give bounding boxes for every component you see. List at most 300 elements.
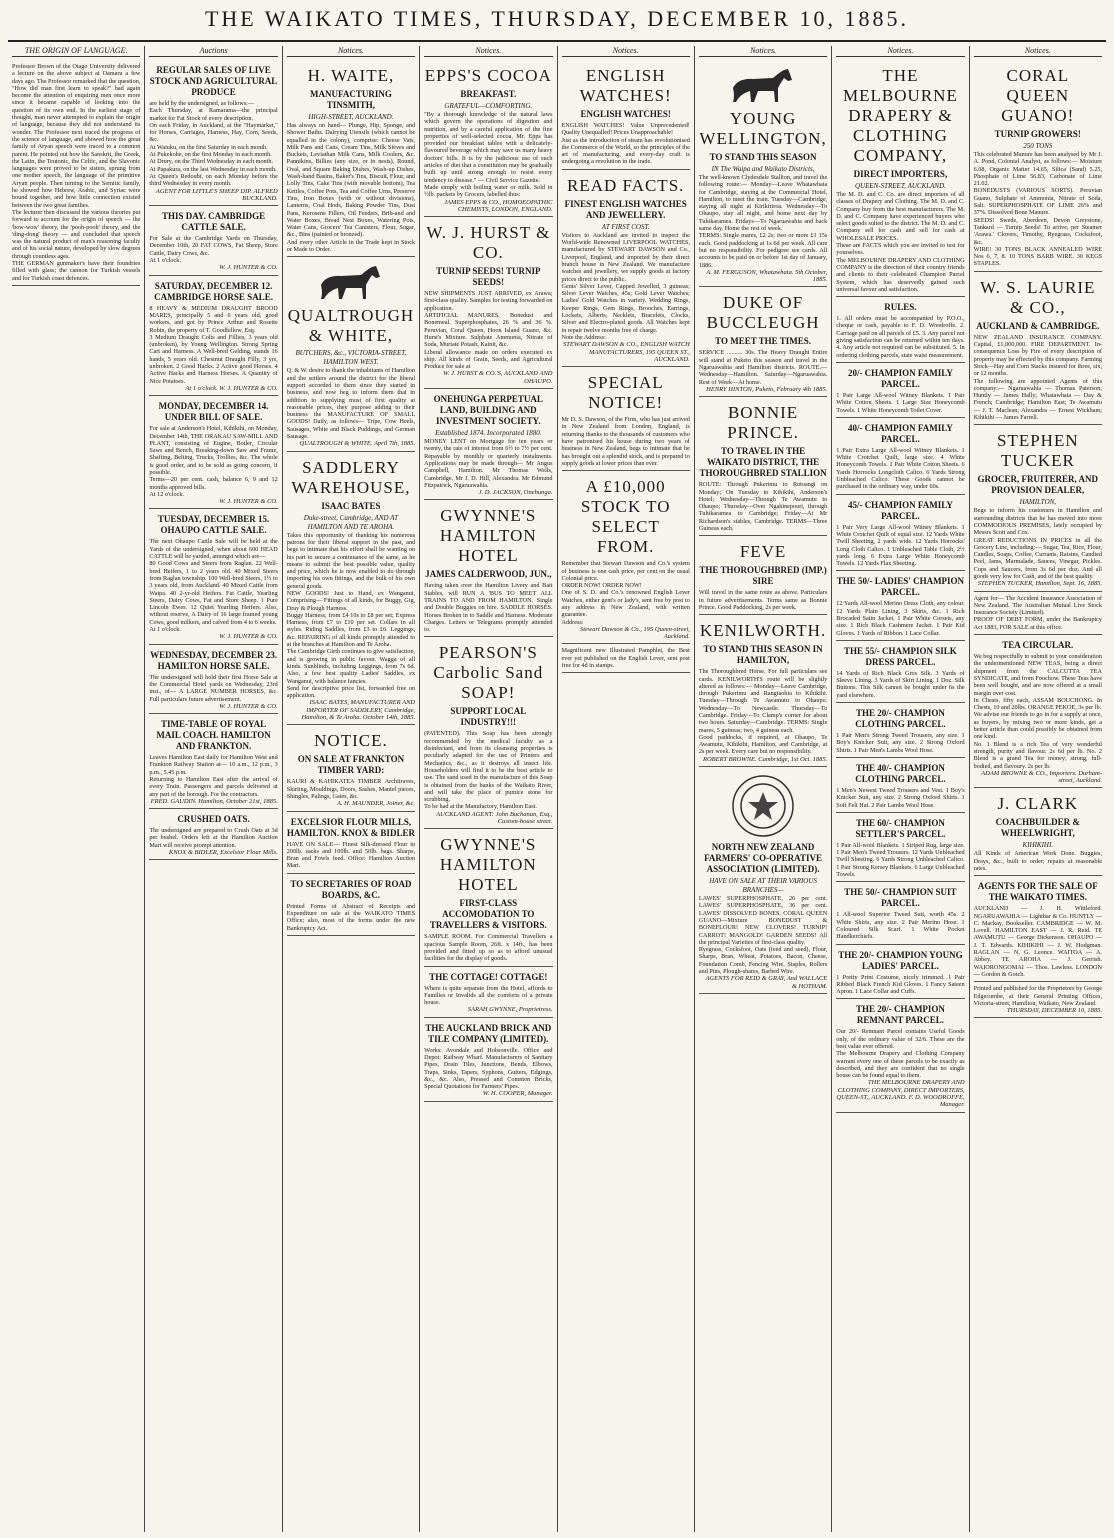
ad-headline: W. S. LAURIE & CO., — [980, 277, 1096, 317]
ad-subheading: BUTCHERS, &c., VICTORIA-STREET, HAMILTON WEST. — [295, 349, 407, 367]
column-heading: Notices. — [287, 46, 415, 57]
ad-body — [287, 778, 415, 800]
advertisement — [836, 758, 964, 813]
ad-paragraph: Liberal allowance made on orders executed ex ship. All kinds of Grain, Seeds, and Agricultural Produce for sale at — [424, 348, 553, 371]
ad-paragraph: Ryegrass, Cocksfoot, Oats (feed and seed), Flour, Sharps, Bran, Wheat, Potatoes, Bacon, Cheese, Foundation Comb, Fencing Wire, Staples, Rollers and Pins, Plough-shares, Barbed Wire. — [698, 946, 828, 976]
ad-subheading: HIGH-STREET, AUCKLAND. — [308, 113, 394, 121]
advertisement — [424, 60, 552, 217]
ad-signature: A. H. MAUNDER, Joiner, &c. — [336, 800, 416, 808]
ad-headline: BONNIE PRINCE. — [727, 403, 799, 443]
ad-body — [974, 507, 1102, 580]
advertisement — [836, 571, 964, 640]
ad-title: FIRST-CLASS ACCOMODATION TO TRAVELLERS & VISITORS. — [429, 898, 547, 931]
ad-body — [287, 841, 415, 870]
ad-signature: JAMES EPPS & CO., HOMOEOPATHIC CHEMISTS, LONDON, ENGLAND. — [444, 198, 553, 213]
ad-paragraph: Mr D. S. Dawson, of the Firm, who has just arrived in New Zealand from London, England, is returning thanks to the thousands of customers who have patronised his house during two years of business in New Zealand, begs to intimate that he has brought out a splendid stock, and is prepared to supply goods at lower prices than ever. — [561, 416, 690, 467]
ad-paragraph: To be had at the Manufactory, Hamilton East. — [424, 803, 537, 811]
advertisement — [699, 536, 827, 615]
ad-paragraph: ARTIFICIAL MANURES. Bonedust and Bonemeal. Superphosphates, 26 % and 36 %. Peruvian, Coral Queen, Hoon Island Guano, &c. Hurst's Mixture. Sulphate Ammonia, Nitrate of Soda, Muriate Potash, Kainit, &c. — [424, 312, 553, 349]
ad-signature: AGENTS FOR REID & GRAY, And WALLACE & HOTHAM. — [705, 975, 828, 990]
ad-signature: W. J. HUNTER & CO. — [219, 633, 278, 641]
ad-headline: DUKE OF BUCCLEUGH — [706, 293, 820, 333]
ad-signature: AUCKLAND AGENT: John Buchanan, Esq., Custom-house street. — [436, 810, 553, 826]
ad-paragraph: At 1 o'clock. — [149, 626, 181, 634]
advertisement — [149, 60, 277, 206]
advertisement — [149, 645, 277, 714]
ad-paragraph: The Cambridge Girth continues to give satisfaction, and is growing in public favour. Wagga of all kinds. Sunblinds, including Leggings, from 7s 6d. Also, a few best quality Ladies' Saddles, ex Wanganui, with balance fancies. — [286, 648, 416, 685]
ad-signature: AGENT FOR LITTLE'S SHEEP DIP. ALFRED BUCKLAND. — [155, 187, 278, 202]
ad-title: GROCER, FRUITERER, AND PROVISION DEALER, — [977, 474, 1099, 496]
ad-paragraph: ENGLISH WATCHES! Value Unprecedented! Quality Unequalled! Prices Unapproachable! — [561, 122, 690, 137]
advertisement — [424, 1018, 552, 1102]
advertisement — [562, 367, 690, 471]
ad-paragraph: Good paddocks, if required, at Ohaupo, Te Awamutu, Kihikihi, Hamilton, and Cambridge, at 2s per week. Every care but no responsibility. — [698, 733, 828, 756]
ad-body — [562, 560, 690, 626]
ad-paragraph: Printed and published for the Proprietors by George Edgecumbe, at their General Printing Offices, Victoria-street, Hamilton, Waikato, New Zealand. — [973, 985, 1102, 1007]
columns-container — [8, 46, 1106, 1532]
ad-body — [836, 191, 964, 293]
column-7 — [832, 46, 969, 1532]
ad-title: EXCELSIOR FLOUR MILLS, HAMILTON. KNOX & BIDLER — [286, 816, 415, 838]
advertisement — [974, 982, 1102, 1018]
column-3 — [283, 46, 420, 1532]
ad-body — [974, 905, 1102, 978]
ad-body — [424, 290, 552, 370]
ad-title: AGENTS FOR THE SALE OF THE WAIKATO TIMES. — [977, 881, 1098, 903]
ad-paragraph: The well-known Clydesdale Stallion, and travel the following route:— Monday—Leave Whatawhata for Cambridge, staying at the Commercial Hotel, Hamilton, to meet the train. Tuesday—Cambridge, staying all night at Kirikiriroa. Wednesday—To Ohaupo, stay all night, and home next day by Tuhikaramea. Fridays—To Ngaruawahia and back same day. Home the rest of week. — [698, 174, 828, 233]
advertisement — [287, 60, 415, 257]
advertisement — [836, 418, 964, 495]
ad-headline: W. J. HURST & CO. — [426, 223, 551, 263]
column-heading: Notices. — [562, 46, 690, 57]
ad-paragraph: Our 20/- Remnant Parcel contains Useful Goods only, of the ordinary value of 32/6. These are the best value ever offered. — [836, 1028, 965, 1050]
ad-title: TEA CIRCULAR. — [1002, 640, 1074, 651]
ad-title: TO STAND THIS SEASON — [709, 152, 817, 162]
ad-headline: FEVE — [739, 542, 787, 562]
ad-paragraph: 1 All-wool Superior Tweed Suit, worth 45s. 2 White Shirts, any size. 2 Pair Merino Hose. 1 Coloured Silk Scarf. 1 White Pocket Handkerchiefs. — [836, 911, 965, 941]
column-heading: Auctions — [149, 46, 277, 57]
advertisement — [149, 206, 277, 275]
ad-headline: QUALTROUGH & WHITE, — [287, 306, 415, 346]
ad-signature: STEWART DAWSON & CO., ENGLISH WATCH MANUFACTURERS, 195 QUEEN ST., AUCKLAND. — [563, 341, 690, 363]
ad-paragraph: One of S. D. and Co.'s renowned English Lever Watches, either gent's or lady's, sent free by post to any address in New Zealand, with written guarantee. — [561, 589, 690, 619]
ad-headline: THE MELBOURNE DRAPERY & CLOTHING COMPANY, — [843, 66, 958, 165]
ad-subheading: HAVE ON SALE AT THEIR VARIOUS BRANCHES— — [709, 877, 817, 895]
ad-signature: KNOX & BIDLER, Excelsior Flour Mills. — [168, 849, 278, 857]
advertisement — [974, 272, 1102, 426]
masthead: THE WAIKATO TIMES, THURSDAY, DECEMBER 10, 1885. — [8, 6, 1106, 42]
column-8 — [970, 46, 1106, 1532]
ad-title: BREAKFAST. — [460, 89, 517, 99]
ad-paragraph: The Thoroughbred Horse. For full particulars see cards. KENILWORTH'S route will be slightly altered as follows:— Monday—Leave Cambridge, through Pukerimu and Rangiaohia to Kihikihi. Tuesday—Through Te Awamutu to Ohaupo. Wednesday—To Newcastle. Thursday—To Cambridge. Friday—To Clamp's corner for about two hours. Saturday—Cambridge. TERMS: Single mares, 5 guineas; two, 4 guineas each. — [698, 668, 828, 734]
ad-headline: SPECIAL NOTICE! — [587, 373, 664, 413]
ad-signature: ADAM BROWNE & CO., Importers. Durham-street, Auckland. — [981, 769, 1102, 785]
ad-paragraph: Where is quite separate from the Hotel, affords to Families or Invalids all the comforts of a private house. — [424, 984, 553, 1007]
ad-paragraph: 3 Medium Draught Colts and Fillies, 3 years old (unbroken), by Young Wellington. Strong Spring Cart and Harness. A Well-bred Gelding, stands 16 hands, 5 years old. Chestnut Draught Filly, 3 yrs, unbroken. 2 Good Hacks. 2 Active good Horses. 4 Active Hacks and Harness Horses. A Quantity of Nice Potatoes. — [149, 333, 278, 385]
ad-body — [974, 334, 1102, 422]
ad-body — [699, 589, 827, 611]
ad-title: DIRECT IMPORTERS, — [853, 169, 948, 179]
advertisement — [699, 615, 827, 767]
ad-paragraph: PROOF OF DEBT FORM, under the Bankruptcy Act 1883, FOR SALE at this office. — [973, 616, 1102, 631]
ad-headline: PEARSON'S Carbolic Sand SOAP! — [433, 643, 544, 703]
ad-paragraph: At Queen's Redoubt, on each Monday before the third Wednesday in every month. — [149, 172, 278, 188]
ad-body — [287, 367, 415, 440]
ad-paragraph: For Sale at the Cambridge Yards on Thursday, December 10th, 20 FAT COWS, Fat Sheep, Store Cattle, Dairy Cows, &c. — [149, 235, 278, 257]
ad-paragraph: At Pukekohe, on the first Monday in each month. — [149, 151, 272, 159]
ad-title: TURNIP GROWERS! — [994, 129, 1081, 139]
ad-title: THE AUCKLAND BRICK AND TILE COMPANY (LIMITED). — [425, 1022, 552, 1044]
ad-body — [287, 122, 415, 253]
ad-headline: ENGLISH WATCHES! — [579, 66, 672, 105]
ad-title: TO STAND THIS SEASON IN HAMILTON, — [703, 644, 823, 666]
ad-subheading: Duke-street, Cambridge, AND AT HAMILTON AND TE AROHA. — [303, 513, 399, 531]
ad-headline: STEPHEN TUCKER — [997, 431, 1079, 471]
ad-body — [424, 730, 552, 810]
ad-paragraph: "By a thorough knowledge of the natural laws which govern the operations of digestion and nutrition, and by a careful application of the fine properties of well-selected cocoa, Mr. Epps has provided our breakfast tables with a delicately-flavoured beverage which may save us many heavy doctors' bills. It is by the judicious use of such articles of diet that a constitution may be gradually built up until strong enough to resist every tendency to disease." — Civil Service Gazette. — [424, 111, 553, 184]
ad-paragraph: All Kinds of American Work Done. Buggies, Drays, &c., built to order; repairs at reasonable rates. — [973, 850, 1102, 872]
ad-title: TO SECRETARIES OF ROAD BOARDS, &C. — [290, 878, 412, 900]
ad-paragraph: Agent for— The Accident Insurance Association of New Zealand. The Australian Mutual Live Stock Insurance Society (Limited). — [973, 594, 1102, 617]
ad-title: THE 60/- CHAMPION SETTLER'S PARCEL. — [855, 817, 946, 839]
ad-paragraph: Printed Forms of Abstract of Receipts and Expenditure on sale at the WAIKATO TIMES Office; also, most of the forms under the new Bankruptcy Act. — [286, 902, 416, 932]
ad-paragraph: 1 Pair Large All-wool Witney Blankets. 1 Pair White Cotton Sheets. 1 Large Size Honeycomb Towels. 1 White Honeycomb Toilet Cover. — [836, 391, 965, 414]
ad-paragraph: Each Thursday, at Ramarama—the principal market for Fat Stock of every description. — [149, 107, 278, 122]
ad-body — [836, 787, 964, 809]
ad-paragraph: The M. D. and C. Co. are direct importers of all classes of Drapery and Clothing. The M. D. and C. Company buy from the best manufacturers. The M. D. and C. Company have experienced buyers who select goods suited to the district. The M. D. and C. Company sell for cash and sell for cash at WHOLESALE PRICES. — [836, 191, 965, 242]
advertisement — [699, 767, 827, 994]
column-heading: Notices. — [836, 46, 964, 57]
advertisement — [836, 703, 964, 758]
ad-title: MONDAY, DECEMBER 14. UNDER BILL OF SALE. — [158, 401, 269, 423]
advertisement — [149, 714, 277, 809]
column-heading: THE ORIGIN OF LANGUAGE. — [12, 46, 140, 57]
advertisement — [699, 287, 827, 397]
ad-signature: STEPHEN TUCKER, Hamilton, Sept. 16, 1885. — [977, 580, 1102, 588]
ad-paragraph: 1 Pair All-wool Blankets. 1 Striped Rug, large size. 1 Pair Men's Tweed Trousers. 12 Yards Unbleached Twill Sheeting. 6 Yards Strong Unbleached Calico. 1 Pair Strong Kersey Blankets. 6 Large Unbleached Towels. — [836, 841, 965, 879]
ad-body — [836, 315, 964, 359]
ad-paragraph: Remember that Stewart Dawson and Co.'s system of business is one cash price, per cent on the usual Colonial price. — [561, 560, 690, 582]
ad-title: THIS DAY. CAMBRIDGE CATTLE SALE. — [162, 211, 266, 233]
ad-body — [974, 595, 1102, 631]
ad-paragraph: 12 Yards All-wool Merino Dress Cloth, any colour. 12 Yards Plain Lining, 3 Skirts, &c. 1 Rich Brocaded Satin Jacket. 1 Pair White Corsets, any size. 1 Rich Black Cashmere Jacket. 1 Pair Kid Gloves. 1 Yards of Ribbon. 1 Lace Collar. — [836, 600, 965, 637]
ad-body — [424, 438, 552, 489]
ad-paragraph: Visitors to Auckland are invited to inspect the World-wide Renowned LIVERPOOL WATCHES, manufactured by STEWART DAWSON and Co., Liverpool, England, and imported by their direct branch house in New Zealand. We manufacture watches and jewellery, we supply goods at factory prices direct to the public. — [561, 231, 690, 283]
advertisement — [836, 60, 964, 297]
ad-paragraph: NEW SHIPMENTS JUST ARRIVED, ex Arawa; first-class quality. Samples for testing forwarded on application. — [424, 290, 553, 312]
ad-paragraph: Address: — [561, 618, 584, 626]
ad-headline: H. WAITE, — [307, 66, 395, 85]
advertisement — [699, 397, 827, 536]
ad-body — [836, 974, 964, 996]
horse-illustration-icon — [306, 263, 396, 303]
ad-signature: W. J. HUNTER & CO. — [219, 264, 278, 272]
advertisement — [424, 500, 552, 637]
advertisement — [424, 217, 552, 389]
ad-paragraph: The MELBOURNE DRAPERY AND CLOTHING COMPANY is the direction of their country friends and clients to their celebrated Champion Parcel System, which has deservedly gained such universal favour and satisfaction. — [836, 256, 965, 293]
ad-body — [699, 481, 827, 532]
ad-paragraph: are held by the undersigned, as follows:— — [149, 100, 255, 107]
ad-body — [562, 122, 690, 166]
ad-paragraph: NEW ZEALAND INSURANCE COMPANY. Capital, £1,000,000. FIRE DEPARTMENT. In-consequence Loss by Fire of every description of property may be effected by this company. Farming Stock—Hay and Corn Stacks insured for three, six, or 12 months. — [973, 333, 1102, 378]
advertisement — [562, 644, 690, 673]
ad-body — [836, 1028, 964, 1079]
ad-body — [562, 416, 690, 467]
ad-headline: NOTICE. — [314, 731, 388, 751]
advertisement — [974, 592, 1102, 635]
ad-paragraph: HAVE ON SALE— Finest Silk-dressed Flour in 200lb. sacks and 100lb. and 50lb. bags. Sharps, Bran and Fowls feed. Office: Hamilton Auction Mart. — [286, 840, 416, 870]
ad-paragraph: AUCKLAND — J. H. Wittleford. NGARUAWAHIA — Lightbar & Co. HUNTLY — C. Mackay, Bookseller. CAMBRIDGE — W. M. Lovell. HAMILTON EAST — J. R. Reid. TE AWAMUTU — George Dickenson. OHAUPO — J. T. Edwards. KIHIKIHI — J. W. Hodgman. RAGLAN — N. G. Leonce. WAITOA — A. Abbey. TE AROHA — J. Gerrish. WAIORONGOMAI — Thos. Lawless. LONDON — Gordon & Gotch. — [973, 905, 1102, 978]
ad-body — [149, 100, 277, 188]
ad-paragraph: NEW GOODS! Just to Hand, ex Wanganui, Comprising— Fittings of all kinds, for Buggy, Gig, Dray & Plough Harness. — [286, 589, 416, 612]
ad-paragraph: Returning to Hamilton East after the arrival of every Train. Passengers and parcels delivered at any part of the borough. For the contractors. — [149, 776, 278, 798]
ad-body — [836, 524, 964, 568]
ad-signature: W. J. HURST & CO.'S, AUCKLAND AND OHAUPO. — [442, 370, 553, 385]
ad-signature: A. M. FERGUSON, Whatawhata. 5th October, 1885. — [706, 268, 828, 284]
ad-headline: CORAL QUEEN GUANO! — [1001, 66, 1075, 125]
ad-body — [149, 827, 277, 849]
ad-paragraph: TERMS: Single mares, £2 2s; two or more £1 15s each. Good paddocking at 1s 6d per week. All care but no responsibility. For pedigree see cards. All accounts to be paid on or before 1st day of January, 1886. — [698, 232, 828, 269]
advertisement — [974, 60, 1102, 272]
ad-paragraph: 14 Yards of Rich Black Gros Silk. 3 Yards of Sleeve Lining. 3 Yards of Skirt Lining. 1 Doz. Silk Buttons. This Silk cannot be bought under 6s the yard elsewhere. — [836, 669, 965, 699]
ad-headline: SADDLERY WAREHOUSE, — [291, 457, 411, 497]
ad-title: TO TRAVEL IN THE WAIKATO DISTRICT, THE THOROUGHBRED STALLION — [699, 446, 827, 479]
ad-paragraph: Magnificent new Illustrated Pamphlet, the Best ever yet published on the English Lever, sent post free for 4d in stamps. — [561, 647, 690, 670]
column-heading: Notices. — [424, 46, 552, 57]
ad-title: ENGLISH WATCHES! — [580, 109, 671, 119]
advertisement — [562, 60, 690, 170]
advertisement — [12, 60, 140, 286]
ad-paragraph: At Waiuku, on the first Saturday in each month. — [149, 143, 268, 151]
ad-paragraph: Made simply with boiling water or milk. Sold in ½lb. packets by Grocers, labelled thus: — [424, 183, 553, 199]
ad-paragraph: And every other Article in the Trade kept in Stock or Made to Order. — [286, 238, 416, 254]
ad-body — [699, 668, 827, 756]
ad-body — [287, 532, 415, 700]
ad-signature: W. J. HUNTER & CO. — [219, 498, 278, 506]
ad-signature: THURSDAY, DECEMBER 10, 1885. — [1006, 1007, 1102, 1015]
ad-paragraph: The undersigned will hold their first Horse Sale at the Commercial Hotel yards on Wednesday, 23rd inst., of— A LARGE NUMBER HORSES, &c. Full particulars future advertisement. — [149, 673, 278, 703]
ad-headline: J. CLARK — [997, 794, 1079, 814]
ad-headline: GWYNNE'S HAMILTON HOTEL — [439, 835, 537, 895]
ad-body — [974, 850, 1102, 872]
ad-body — [149, 674, 277, 703]
ad-body — [149, 425, 277, 498]
ad-title: MANUFACTURING TINSMITH, — [310, 89, 392, 110]
ad-paragraph: GREAT REDUCTIONS IN PRICES in all the Grocery Line, including:— Sugar, Tea, Rice, Flour, Candles, Soaps, Coffee, Currants, Raisins, Candied Peel, Jams, Marmalade, Sauces, Vinegar, Pickles. Cups and Saucers, from 3s 6d per doz. And all goods very low for Cash, and of the best quality. — [973, 536, 1102, 580]
ad-paragraph: At 12 o'clock. — [149, 490, 184, 498]
ad-paragraph: This celebrated Manure has been analysed by Mr J. A. Pond, Colonial Analyst, as follows:— Moisture 6.08, Organic Matter 14.65, Silica (Sand) 5.25, Phosphate of Lime 56.83, Carbonate of Lime 21.02. — [973, 151, 1102, 188]
ad-title: 20/- CHAMPION FAMILY PARCEL. — [847, 367, 953, 389]
ad-body — [149, 305, 277, 385]
ad-paragraph: THE GERMAN gunmaker's have their foundries filled with glass; the cannon for Turkish vessels and for Turkish coast defences. — [12, 260, 141, 282]
ad-title: RULES. — [884, 302, 917, 313]
ad-paragraph: No. 1 Blend is a rich Tea of very wonderful strength, purity and flavour. 2s 6d per lb. No. 2 Blend is a grand Tea for money; strong, full-bodied, and flavoury. 2s per lb. — [973, 740, 1102, 770]
ad-subheading: 250 TONS — [1023, 142, 1053, 150]
ad-headline: GWYNNE'S HAMILTON HOTEL — [439, 506, 537, 566]
advertisement — [562, 471, 690, 644]
advertisement — [287, 725, 415, 811]
ad-signature: Stewart Dawson & Co., 195 Queen-street, Auckland. — [579, 625, 690, 641]
ad-paragraph: 80 Good Cows and Steers from Raglan. 22 Well-bred Heifers, 1 to 2 years old. 40 Mixed Steers from Raglan township. 100 Well-bred Steers, 1½ to 3 years old, from Auckland. 40 Mixed Cattle from Waipa. 40 2-yr-old Heifers. Fat Cattle, Yearling Steers, Dairy Cows, Fat and Store Sheep. 1 Pure Lincoln Ewes. 12 Quiet Yearling Heifers. Also, without reserve, A Dairy of 16 large framed young Cows, good milkers, and calved from 4 to 6 weeks. — [149, 560, 278, 626]
ad-signature: THE MELBOURNE DRAPERY AND CLOTHING COMPANY, DIRECT IMPORTERS, QUEEN-ST., AUCKLAND. F. D. WOODROFFE, Manager. — [836, 1079, 965, 1109]
horse-illustration-icon — [718, 66, 808, 106]
ad-subheading: QUEEN-STREET, AUCKLAND. — [854, 182, 946, 190]
ad-title: JAMES CALDERWOOD, JUN., — [425, 569, 552, 580]
ad-paragraph: SEEDS! Swede, Aberdeen, Devon Greystone, Tankard — Turnip Seeds! To arrive, per Steamer 'Arawa.' Clovers, Timothy, Ryegrass, Cocksfoot, &c. — [973, 216, 1102, 246]
ad-subheading: Established 1874. Incorporated 1880. — [435, 429, 542, 438]
ad-signature: FRED. GAUDIN. Hamilton, October 21st, 1885. — [150, 797, 278, 805]
ad-body — [424, 1047, 552, 1091]
ad-headline: EPPS'S COCOA — [424, 66, 552, 85]
ad-paragraph: The following are appointed Agents of this company:— Ngaruawahia — Thomas Paterson; Huntly — James Hally; Whatawhata — Day & French; Cambridge; Hamilton East; Te Awamutu — J. T. Maclean; Alexandra — Ernest Wickham; Kihikihi — James Farrell. — [973, 377, 1102, 422]
ad-paragraph: Works: Avondale and Hobsonville. Office and Depot: Railway Wharf. Manufacturers of Sanitary Pipes, Drain Tiles, Junctions, Bends, Elbows, Traps, Sinks, Tapers, Syphons, Gutters, Edgings, &c., &c. Also, Pressed and Common Bricks, Special Quotations for Farmers' Pipes. — [424, 1046, 553, 1091]
ad-body — [424, 111, 552, 199]
ad-paragraph: The Melbourne Drapery and Clothing Company warrant every one of these parcels to be exactly as described, and they are confident that no single house can be found equal to them. — [836, 1050, 965, 1080]
ad-paragraph: BONEDUSTS (VARIOUS SORTS). Peruvian Guano, Sulphate of Ammonia, Nitrate of Soda, Salt. SUPERPHOSPHATE OF LIME 26% and 37%. Dissolved Bone Manure. — [973, 187, 1102, 217]
ad-title: WEDNESDAY, DECEMBER 23. HAMILTON HORSE SALE. — [150, 649, 277, 671]
ad-body — [12, 63, 140, 282]
ad-body — [836, 911, 964, 940]
ad-title: THE 20/- CHAMPION YOUNG LADIES' PARCEL. — [838, 949, 963, 971]
ad-title: COACHBUILDER & WHEELWRIGHT, — [995, 817, 1080, 839]
ad-headline: YOUNG WELLINGTON, — [699, 109, 827, 148]
ad-body — [149, 538, 277, 633]
ad-body — [424, 582, 552, 633]
ad-title: SUPPORT LOCAL INDUSTRY!!! — [450, 706, 527, 728]
ad-headline: KENILWORTH. — [699, 621, 827, 641]
ad-subheading: AT FIRST COST. — [601, 222, 650, 231]
ad-body — [562, 232, 690, 341]
advertisement — [836, 882, 964, 944]
ad-paragraph: Gents' Silver Lever, Capped Jewelled, 3 guineas; Silver Lever Watches, 45s; Gold Lever Watches; Ladies' Gold Watches in variety. Wedding Rings, Keeper Rings, Gem Rings, Brooches, Earrings, Lockets, Alberts, Necklets, Bracelets, Clocks, Silver and Electro-plated goods. All Watches kept in repair twelve months free of charge. — [561, 282, 690, 334]
ad-body — [836, 842, 964, 878]
ad-body — [287, 903, 415, 932]
ad-paragraph: (PATENTED). This Soap has been strongly recommended by the medical faculty as a disinfectant, and from its cleansing properties is peculiarly adapted for the use of Printers and Mechanics, &c., as it destroys all insect life. Householders will find it to be the best article to use. The sand used in the manufacture of this Soap is obtained from the banks of the Waikato River, and will take the place of pumice stone for scrubbing. — [424, 730, 553, 804]
advertisement — [287, 812, 415, 874]
ad-title: AUCKLAND & CAMBRIDGE. — [976, 320, 1100, 331]
ad-body — [699, 174, 827, 269]
ad-title: ISAAC BATES — [321, 500, 381, 511]
ad-paragraph: The next Ohaupo Cattle Sale will be held at the Yards of the undersigned, when about 600 HEAD CATTLE will be yarded, amongst which are— — [149, 538, 278, 561]
advertisement — [287, 452, 415, 726]
ad-body — [974, 985, 1102, 1007]
ad-paragraph: These are FACTS which you are invited to test for yourselves. — [836, 242, 965, 257]
ad-paragraph: Note the Address: — [561, 333, 606, 341]
ad-body — [149, 754, 277, 798]
advertisement — [424, 829, 552, 966]
ad-paragraph: 1 Men's Newest Tweed Trousers and Vest. 1 Boy's Knicker Suit, any size. 2 Strong Oxford Shirts. 1 Soft Felt Hat. 2 Pair Lambs Wool Hose. — [836, 786, 965, 809]
ad-signature: J. D. JACKSON, Onehunga. — [478, 489, 553, 497]
ad-subheading: GRATEFUL—COMFORTING. — [444, 102, 533, 110]
ad-title: THE 50/- LADIES' CHAMPION PARCEL. — [836, 576, 965, 598]
advertisement — [836, 641, 964, 703]
ad-title: 40/- CHAMPION FAMILY PARCEL. — [847, 422, 953, 444]
ad-paragraph: 8 HEAVY & MEDIUM DRAUGHT BROOD MARES, principally 5 and 6 years old, good workers, and got by Prince Arthur and Rosette Robin, the property of T. Goodfellow, Esq. — [149, 304, 278, 334]
advertisement — [287, 257, 415, 451]
ad-body — [562, 647, 690, 669]
ad-body — [836, 670, 964, 699]
column-5 — [558, 46, 695, 1532]
ad-title: TUESDAY, DECEMBER 15. OHAUPO CATTLE SALE. — [157, 514, 270, 536]
ad-paragraph: Will travel in the same route as above. Particulars in future advertisements. Terms same as Bonnie Prince. Good Paddocking, 2s per week. — [698, 589, 828, 611]
ad-paragraph: WIRE! 30 TONS BLACK ANNEALED WIRE Nos 6, 7, 8. 10 TONS BARB WIRE. 30 KEGS STAPLES. — [973, 245, 1102, 268]
ad-paragraph: SAMPLE ROOM. For Commercial Travellers a spacious Sample Room, 26ft. x 14ft., has been provided and fitted up so as to afford unusual facilities for the display of goods. — [424, 933, 553, 963]
ad-title: THE COTTAGE! COTTAGE! — [429, 971, 548, 982]
ad-subheading: IN The Waipa and Waikato Districts, — [711, 165, 815, 173]
ad-body — [974, 151, 1102, 268]
ad-paragraph: We advise our friends to go in for a supply at once, as buyers, by mixing two or more kinds, get a better article than could possibly be obtained from one kind. — [973, 711, 1102, 741]
advertisement — [424, 389, 552, 500]
advertisement — [836, 813, 964, 882]
ad-paragraph: 1 Pair Men's Strong Tweed Trousers, any size. 1 Boy's Knicker Suit, any size. 2 Strong Oxford Shirts. 1 Pair Men's Lambs Wool Hose. — [836, 732, 965, 754]
ad-headline: A £10,000 STOCK TO SELECT FROM. — [580, 477, 671, 557]
ad-paragraph: Begs to inform his customers in Hamilton and surrounding districts that he has moved into more COMMODIOUS PREMISES, lately occupied by Messrs Scott and Cox. — [973, 507, 1102, 537]
column-1 — [8, 46, 145, 1532]
ad-title: ONEHUNGA PERPETUAL LAND, BUILDING AND INVESTMENT SOCIETY. — [433, 394, 543, 427]
ad-title: THE 40/- CHAMPION CLOTHING PARCEL. — [855, 762, 946, 784]
ad-title: THE 50/- CHAMPION SUIT PARCEL. — [844, 887, 957, 909]
advertisement — [287, 874, 415, 936]
ad-paragraph: Professor Brown of the Otago University delivered a lecture on the above subject at Oamaru a few days ago. The Professor remarked that the question, "How did man first learn to speak?" had again become the attention of enquiring men once more since it became capable of looking into the question of its own end. In the earliest stage of thought, man never attempted to explain the origin of language, because they did not understand its wonder. The Professor next traced the progress of the science of language, and showed how the great family of Aryan speech were traced to a common parent. He pointed out how the Sanskrit, the Greek, the Latin, the Teutonic, the Celtic, and the Slavonic languages were proved to be sisters, sprung from one mother speech, the language of the primitive Aryan people. Then turning to the Semitic family, he showed how Hebrew, Arabic, and Syriac were bound together, and how little connection existed between the two great families. — [12, 63, 141, 209]
ad-body — [836, 392, 964, 414]
ad-subheading: HAMILTON, — [1019, 498, 1057, 507]
advertisement — [424, 637, 552, 829]
ad-title: TO MEET THE TIMES. — [715, 336, 811, 347]
ad-paragraph: 1 Pair Very Large All-wool Witney Blankets. 1 White Crotchet Quilt of equal size. 12 Yards White Twill Sheeting, 2 yards wide. 12 Yards Horrocks' Long Cloth Calico. 1 Unbleached Table Cloth, 2½ yards long. 6 Extra Large White Honeycomb Towels. 12 Yards Flax Sheeting. — [836, 523, 965, 568]
advertisement — [149, 809, 277, 860]
ad-paragraph: Q. & W. desire to thank the inhabitants of Hamilton and the settlers around the district for the liberal support accorded to them since they started in business, and now beg to inform them that in addition to supplying most of first quality at reasonable prices, they purpose adding to their business the MANUFACTURE OF SMALL GOODS! Daily, as follows— Tripe, Cow Heels, Sausages, White and Black Puddings, and German Sausage. — [286, 367, 416, 441]
ad-title: TURNIP SEEDS! TURNIP SEEDS! — [436, 266, 541, 288]
ad-body — [424, 933, 552, 962]
advertisement — [974, 788, 1102, 876]
ad-signature: HENRY HINTON, Puketo, February 4th 1885. — [706, 385, 828, 393]
ad-paragraph: KAURI & KAHIKATEA TIMBER Architraves, Skirting, Mouldings, Doors, Sashes, Mantel pieces, Shingles, Palings, Gates, &c. — [286, 778, 416, 800]
ad-title: NORTH NEW ZEALAND FARMERS' CO-OPERATIVE ASSOCIATION (LIMITED). — [704, 842, 823, 875]
ad-signature: At 1 o'clock. W. J. HUNTER & CO. — [185, 384, 278, 392]
ad-body — [424, 985, 552, 1007]
ad-title: 45/- CHAMPION FAMILY PARCEL. — [847, 499, 953, 521]
ad-body — [149, 235, 277, 264]
ad-title: TIME-TABLE OF ROYAL MAIL COACH. HAMILTON AND FRANKTON. — [156, 719, 271, 752]
ad-paragraph: At Papakura, on the last Wednesday in each month. — [149, 165, 277, 173]
ad-paragraph: Just as the introduction of steam has revolutionised the Commerce of the World, so the principles of the art of manufacturing, and every-day craft is undergoing a revolution in the trade. — [561, 136, 690, 166]
advertisement — [836, 495, 964, 572]
ad-signature: SARAH GWYNNE, Proprietress. — [467, 1006, 553, 1014]
ad-body — [836, 732, 964, 754]
ad-title: FINEST ENGLISH WATCHES AND JEWELLERY. — [564, 198, 687, 220]
ad-paragraph: 1 Pair Extra Large All-wool Witney Blankets. 1 White Crotchet Quilt, large size. 4 White Honeycomb Towels. 1 Pair White Cotton Sheets. 6 Yards Horrocks Longcloth Calico. 6 Yards Strong Unbleached Calico. These Goods cannot be purchased in the ordinary way, under 60s. — [836, 446, 965, 491]
ad-headline: READ FACTS. — [566, 175, 685, 195]
ad-signature: W. J. HUNTER & CO. — [219, 702, 278, 710]
ad-signature: QUALTROUGH & WHITE. April 7th, 1885. — [299, 440, 416, 448]
ad-paragraph: Terms—20 per cent. cash, balance 6, 9 and 12 months approved bills. — [149, 476, 278, 491]
advertisement — [149, 396, 277, 509]
ad-paragraph: We beg respectfully to submit to your consideration the undermentioned NEW TEAS, being a direct shipment from the CALCUTTA TEA SYNDICATE, and from Foochow. These Teas have been well bought, and are now offered at a small margin over cost. — [973, 653, 1102, 697]
column-4 — [420, 46, 557, 1532]
advertisement — [562, 170, 690, 367]
ad-signature: ROBERT BROWNE. Cambridge, 1st Oct. 1885. — [702, 755, 828, 763]
ad-title: THE 20/- CHAMPION REMNANT PARCEL. — [855, 1004, 945, 1026]
ad-signature: W. H. COOPER, Manager. — [482, 1090, 553, 1098]
ad-subheading: KIHIKIHI. — [1022, 841, 1054, 850]
ad-paragraph: SERVICE .......... 30s. The Heavy Draught Entire will stand at Puketo this season and travel in the Ngaruawahia and Hamilton districts. ROUTE.— Wednesday—Hamilton. Saturday—Ngaruawahia. Rest of Week—At home. — [698, 349, 828, 386]
ad-title: REGULAR SALES OF LIVE STOCK AND AGRICULTURAL PRODUCE — [149, 65, 278, 97]
column-6 — [695, 46, 832, 1532]
ad-paragraph: Buggy Harness, from £4 10s to £8 per set; Express Harness, from £7 to £10 per set. Collars in all styles. Riding Saddles, from £3 to £6. Leggings, &c. REPAIRING of all kinds promptly attended to at the branches at Hamilton and Te Aroha. — [286, 611, 416, 649]
ad-paragraph: LAWES' SUPERPHOSPHATE, 26 per cent. LAWES' SUPERPHOSPHATE, 36 per cent. LAWES' DISSOLVED BONES. CORAL QUEEN GUANO—Mixture BONEDUST & BONEFLOUR! NEW CLOVERS! TURNIP! CARROT! MANGOLD! GARDEN SEEDS! All the principal Varieties of first-class quality. — [698, 895, 828, 946]
ad-paragraph: Has always on hand— Plunge, Hip, Sponge, and Shower Baths. Dairying Utensils (which cannot be equalled in the colony), comprise: Cheese Vats, Milk Pans and Cans, Cream Tins, Milk Sieves and Buckets, Leviathan Milk Cans, Milk Coolers, &c. Pannikins, Billies (any size, or in nests), Round, Oval, and Square Baking Dishes, Wash-up Dishes, Wash-hand Basins, Baker's Tins, Biscuit, Flour, and Lolly Tins, Cake Tins (with movable bottom), Tea Kettles, Coffee Pots, Tea and Coffee Urns, Preserve Tins, Iron Boxes (with or without divisions), Lanterns, Coal Hods, Baking Powder Tins, Dust Pans, Kerosene Fillers, Oil Feeders, Brib-and and Water Boxes, Bread Nest Boxes, Watering Pots, Water Cans, Grocers' Tea Canisters, Flour, Sugar, &c., Bins (painted or bronzed). — [286, 122, 416, 239]
ad-paragraph: Takes this opportunity of thanking his numerous patrons for their liberal support in the past, and begs to intimate that his effort shall be wanting on his part to secure a continuance of the same, as he means to submit the best possible value, quality and price, which he is now enabled to do through importing his own fittings, and the bulk of his own general goods. — [286, 531, 416, 590]
